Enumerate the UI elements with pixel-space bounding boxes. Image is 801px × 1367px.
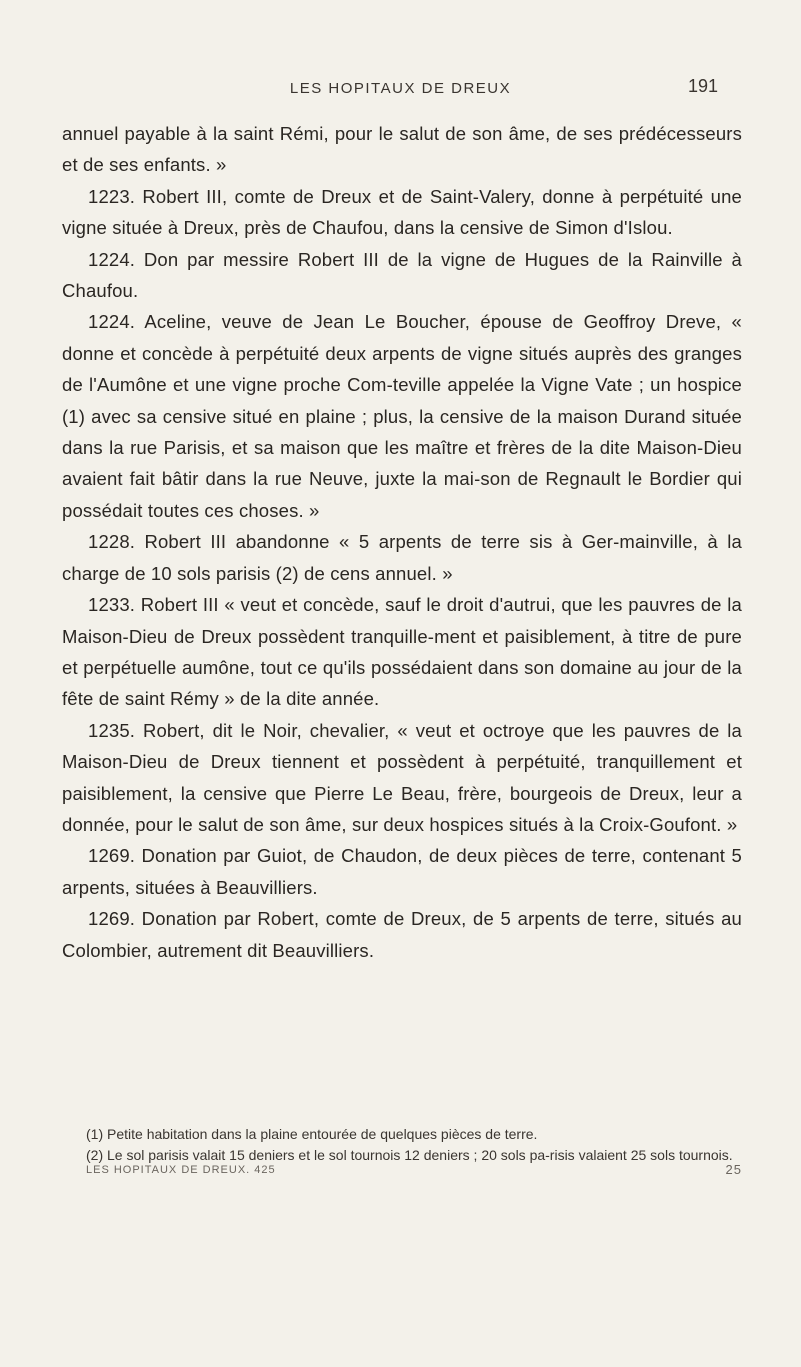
paragraph: 1235. Robert, dit le Noir, chevalier, « veut et octroye que les pauvres de la Maison-Dieu de Dreux tiennent et possèdent à perpétuité, tranquillement et paisiblement, la censive que Pierre Le Beau, frère, bourgeois de Dreux, leur a donnée, pour le salut de son âme, sur deux hospices situés à la Croix-Goufont. » xyxy=(62,719,742,835)
running-head xyxy=(0,76,801,106)
paragraph: annuel payable à la saint Rémi, pour le salut de son âme, de ses prédécesseurs et de ses enfants. » xyxy=(62,123,742,176)
body-text xyxy=(62,118,742,966)
paragraph: 1224. Aceline, veuve de Jean Le Boucher, épouse de Geoffroy Dreve, « donne et concède à perpétuité deux arpents de vigne situés auprès des granges de l'Aumône et une vigne proche Com-teville appelée la Vigne Vate ; un hospice (1) avec sa censive situé en plaine ; plus, la censive de la maison Durand située dans la rue Parisis, et sa maison que les maître et frères de la dite Maison-Dieu avaient fait bâtir dans la rue Neuve, juxte la mai-son de Regnault le Bordier qui possédait toutes ces choses. » xyxy=(62,311,742,521)
paragraph: 1228. Robert III abandonne « 5 arpents de terre sis à Ger-mainville, à la charge de 10 sols parisis (2) de cens annuel. » xyxy=(62,531,742,584)
running-title: LES HOPITAUX DE DREUX xyxy=(289,80,512,97)
paragraph: 1223. Robert III, comte de Dreux et de Saint-Valery, donne à perpétuité une vigne située à Dreux, près de Chaufou, dans la censive de Simon d'Islou. xyxy=(62,185,742,239)
page-number: 191 xyxy=(687,76,718,96)
paragraph: 1233. Robert III « veut et concède, sauf le droit d'autrui, que les pauvres de la Maison-Dieu de Dreux possèdent tranquille-ment et paisiblement, à titre de pure et perpétuelle aumône, tout ce qu'ils possédaient dans son domaine au jour de la fête de saint Rémy » de la dite année. xyxy=(62,594,742,710)
footnotes xyxy=(62,1124,742,1166)
paragraph: 1224. Don par messire Robert III de la vigne de Hugues de la Rainville à Chaufou. xyxy=(62,248,742,302)
signature-number: 25 xyxy=(725,1162,742,1177)
paragraph: 1269. Donation par Robert, comte de Dreux, de 5 arpents de terre, situés au Colombier, autrement dit Beauvilliers. xyxy=(62,908,742,961)
footnote: (2) Le sol parisis valait 15 deniers et le sol tournois 12 deniers ; 20 sols pa-risis valaient 25 sols tournois. xyxy=(86,1147,733,1163)
footnote: (1) Petite habitation dans la plaine entourée de quelques pièces de terre. xyxy=(86,1126,538,1142)
paragraph: 1269. Donation par Guiot, de Chaudon, de deux pièces de terre, contenant 5 arpents, situées à Beauvilliers. xyxy=(62,845,742,898)
printer-signature xyxy=(62,1164,742,1184)
signature-mark: LES HOPITAUX DE DREUX. 425 xyxy=(86,1164,276,1176)
